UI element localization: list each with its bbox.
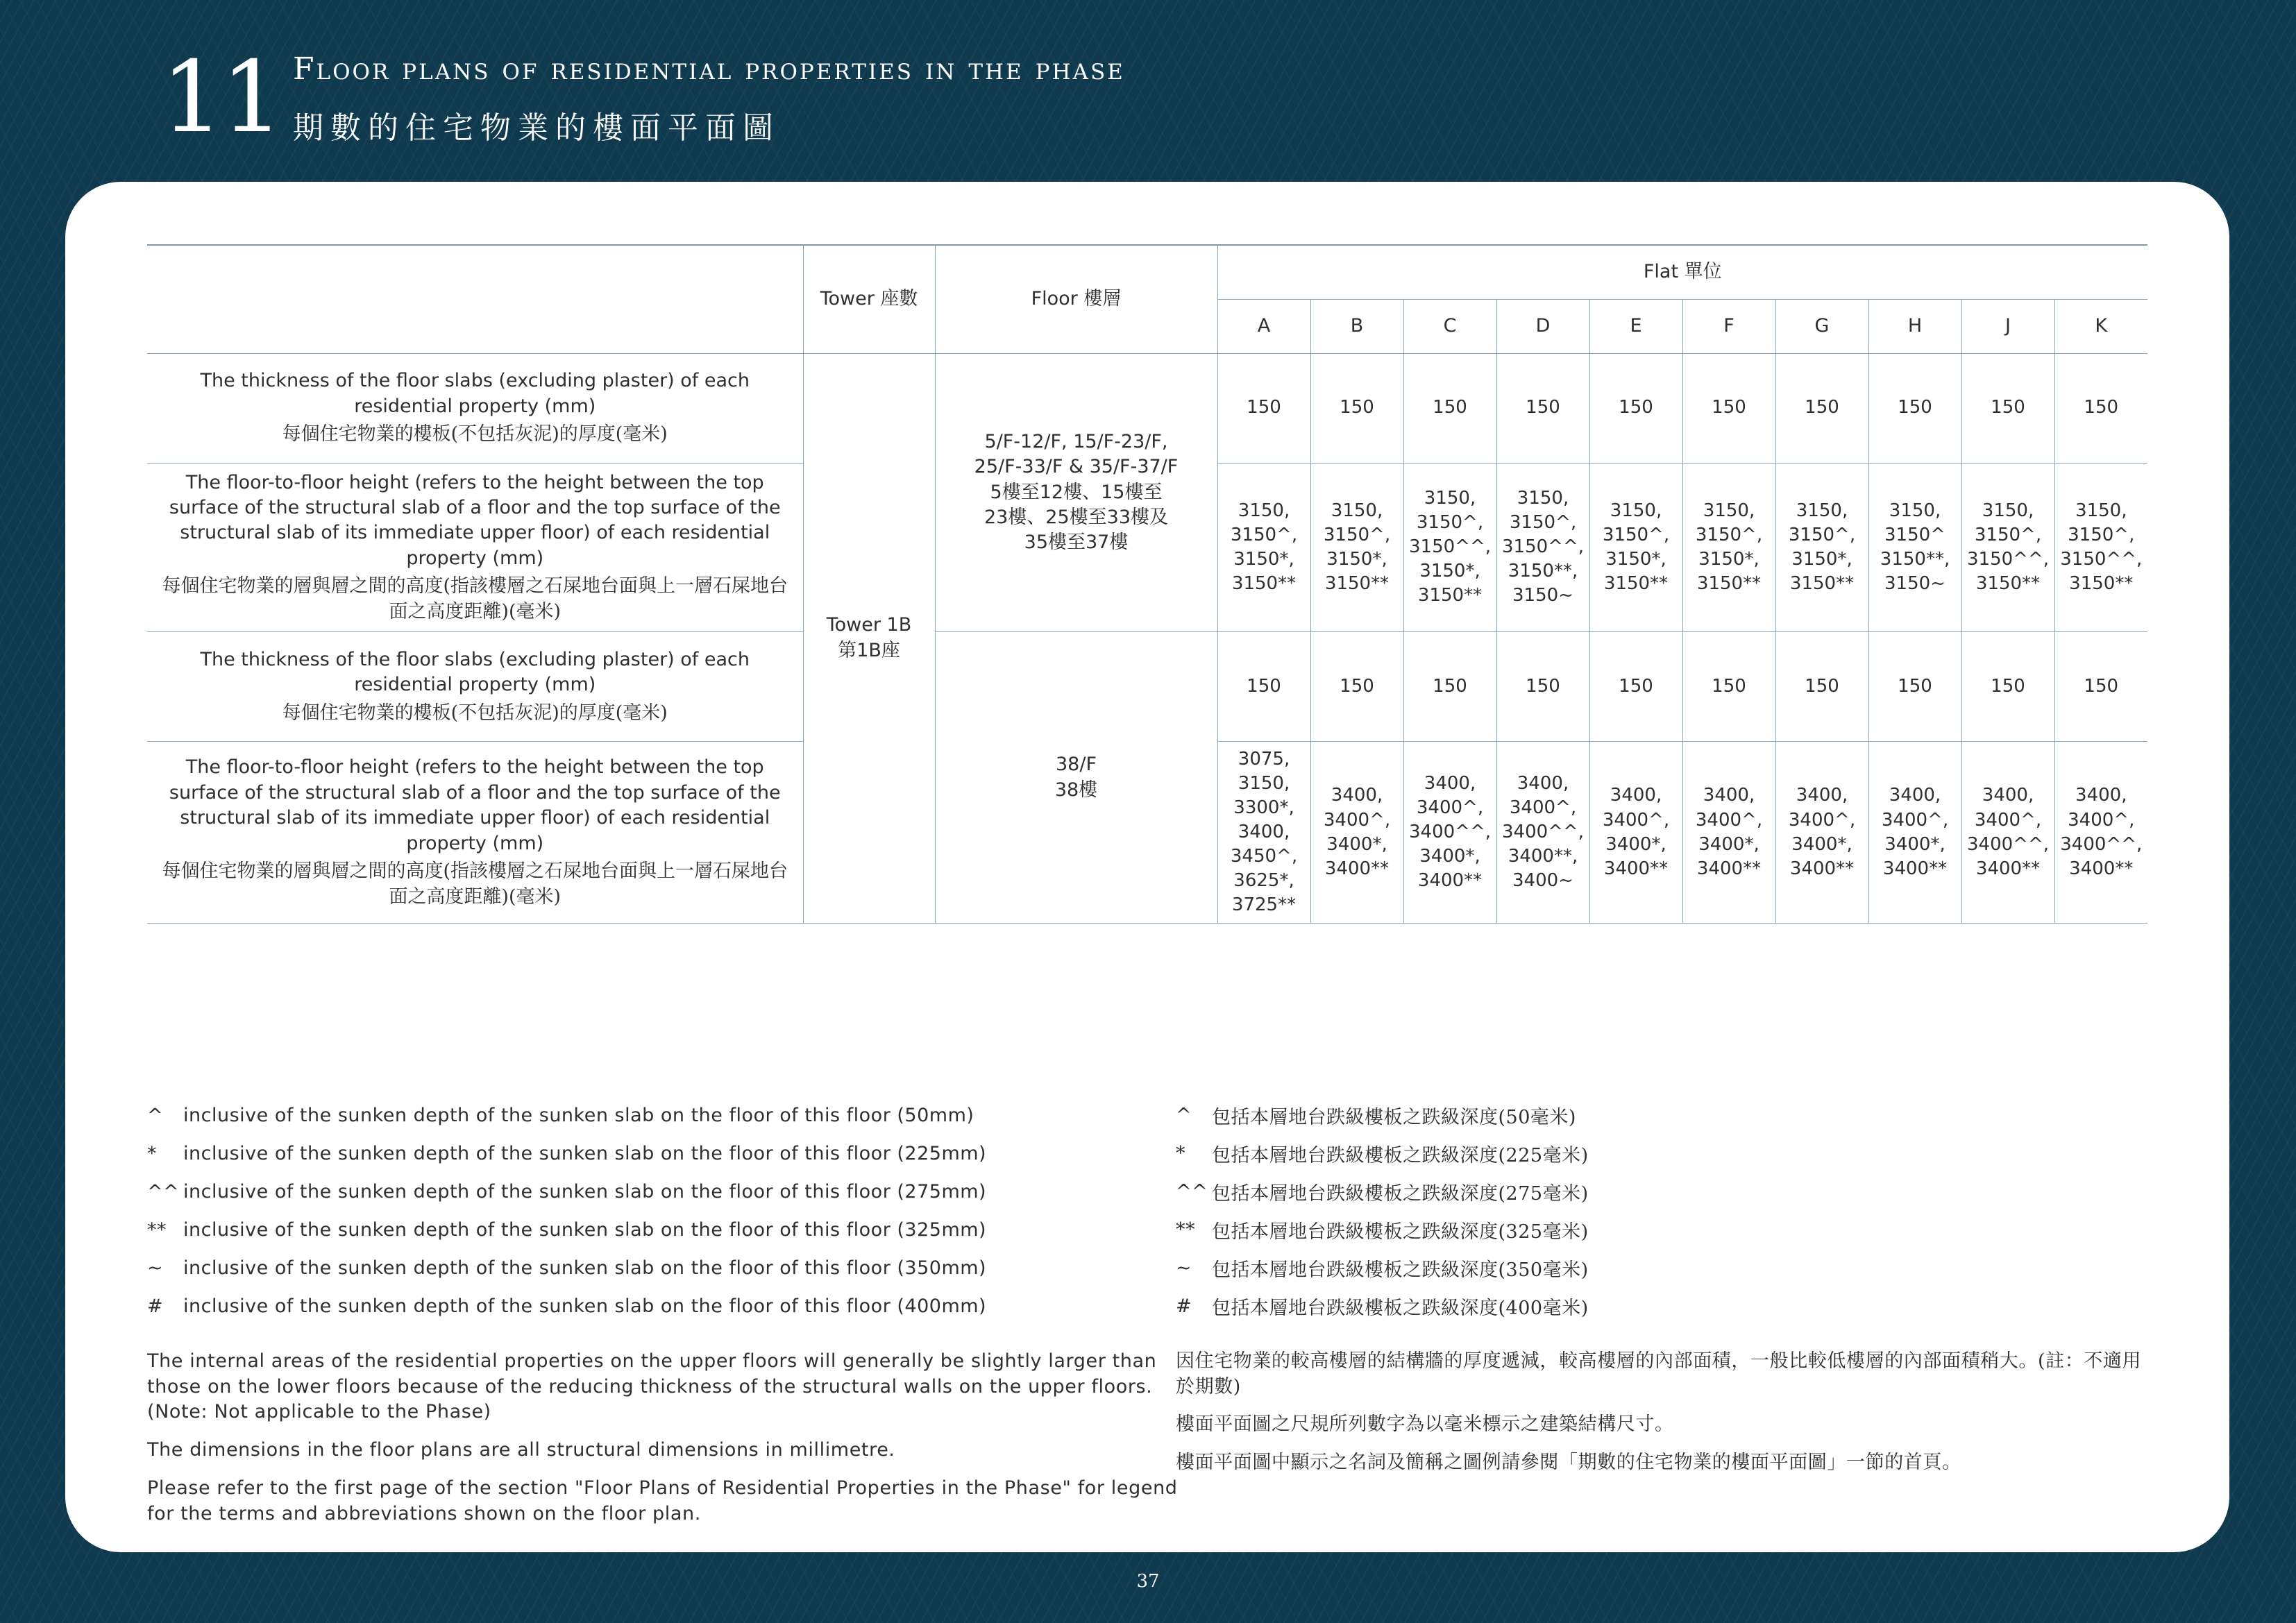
section-number: 11 [161,40,281,155]
footnote [147,1173,1195,1211]
footnote-symbol: ^^ [147,1181,180,1203]
footnote-symbol: ^ [147,1105,164,1126]
footnote [147,1287,1195,1325]
row-description-en: The thickness of the floor slabs (excluding plaster) of each residential property (mm) [200,648,750,696]
row-description-zh: 每個住宅物業的層與層之間的高度(指該樓層之石屎地台面與上一層石屎地台面之高度距離)(毫米) [162,575,788,622]
row-description-zh: 每個住宅物業的樓板(不包括灰泥)的厚度(毫米) [282,423,668,445]
footnote [147,1249,1195,1287]
value-cell: 150 [1310,353,1403,463]
flat-label: D [1496,299,1589,353]
floor-range-cell: 38/F 38樓 [935,632,1217,924]
value-cell: 150 [1310,632,1403,742]
flat-label: A [1217,299,1310,353]
footnote-text: inclusive of the sunken depth of the sunken slab on the floor of this floor (50mm) [183,1105,974,1126]
value-cell: 3400, 3400^, 3400^^, 3400** [1961,742,2054,924]
value-cell: 150 [1217,632,1310,742]
value-cell: 3400, 3400^, 3400*, 3400** [1775,742,1868,924]
tower-header: Tower 座數 [803,245,935,353]
value-cell: 150 [2054,632,2147,742]
row-description [147,632,803,742]
footnote [1176,1211,2147,1249]
footnote-symbol: * [1176,1143,1185,1164]
note-paragraph: The internal areas of the residential properties on the upper floors will generally be slightly larger than those on the lower floors because of the reducing thickness of the structural walls on the upper floors. (Note: Not applicable to the Phase) [147,1350,1157,1423]
value-cell: 3150, 3150^, 3150^^, 3150** [1961,463,2054,632]
value-cell: 3150, 3150^, 3150^^, 3150**, 3150~ [1496,463,1589,632]
row-description-en: The thickness of the floor slabs (excluding plaster) of each residential property (mm) [200,370,750,417]
value-cell: 150 [1775,632,1868,742]
flat-label: H [1868,299,1961,353]
row-description [147,353,803,463]
flat-label: F [1682,299,1775,353]
value-cell: 3400, 3400^, 3400^^, 3400*, 3400** [1403,742,1496,924]
value-cell: 150 [1682,353,1775,463]
value-cell: 150 [1403,353,1496,463]
flat-header: Flat 單位 [1217,245,2147,299]
footnote-text: inclusive of the sunken depth of the sunken slab on the floor of this floor (225mm) [183,1143,987,1164]
footnote-symbol: * [147,1143,157,1164]
notes-english [147,1096,1195,1527]
value-cell: 150 [1496,632,1589,742]
footnote-text: 包括本層地台跌級樓板之跌級深度(275毫米) [1212,1183,1589,1205]
footnote-text: 包括本層地台跌級樓板之跌級深度(225毫米) [1212,1145,1589,1166]
value-cell: 150 [2054,353,2147,463]
section-title-en: Floor plans of residential properties in the phase [293,51,1125,87]
footnote-symbol: ** [147,1219,167,1241]
row-description-en: The floor-to-floor height (refers to the height between the top surface of the structural slab of a floor and the top surface of the structural slab of its immediate upper floor) of each residential property (mm) [169,471,781,569]
value-cell: 3150, 3150^, 3150^^, 3150** [2054,463,2147,632]
flat-label: C [1403,299,1496,353]
floor-header: Floor 樓層 [935,245,1217,353]
value-cell: 3150, 3150^, 3150*, 3150** [1589,463,1682,632]
value-cell: 150 [1589,353,1682,463]
floor-spec-table [147,244,2147,924]
row-description-zh: 每個住宅物業的層與層之間的高度(指該樓層之石屎地台面與上一層石屎地台面之高度距離)(毫米) [162,860,788,908]
value-cell: 150 [1403,632,1496,742]
footnote-text: 包括本層地台跌級樓板之跌級深度(400毫米) [1212,1298,1589,1319]
note-paragraph: The dimensions in the floor plans are all structural dimensions in millimetre. [147,1439,895,1461]
footnote-symbol: ~ [147,1257,164,1279]
footnote [147,1096,1195,1135]
value-cell: 150 [1589,632,1682,742]
footnote-symbol: ~ [1176,1257,1192,1279]
flat-label: B [1310,299,1403,353]
row-description [147,742,803,924]
footnote-symbol: # [147,1295,164,1317]
value-cell: 3150, 3150^, 3150*, 3150** [1682,463,1775,632]
value-cell: 3150, 3150^, 3150^^, 3150*, 3150** [1403,463,1496,632]
footnote-text: 包括本層地台跌級樓板之跌級深度(350毫米) [1212,1259,1589,1281]
row-description-zh: 每個住宅物業的樓板(不包括灰泥)的厚度(毫米) [282,702,668,724]
table-row [147,353,2147,463]
section-title-zh: 期數的住宅物業的樓面平面圖 [293,110,780,146]
footnote-symbol: ^ [1176,1105,1192,1126]
value-cell: 3400, 3400^, 3400^^, 3400** [2054,742,2147,924]
content-card [65,182,2229,1552]
footnote-text: inclusive of the sunken depth of the sunken slab on the floor of this floor (325mm) [183,1219,987,1241]
note-paragraph: 因住宅物業的較高樓層的結構牆的厚度遞減，較高樓層的內部面積，一般比較低樓層的內部面積稍大。(註：不適用於期數) [1176,1350,2142,1397]
footnote [1176,1287,2147,1325]
footnote [147,1135,1195,1173]
value-cell: 150 [1868,632,1961,742]
table-corner [147,245,803,353]
footnote [1176,1096,2147,1135]
note-paragraph: 樓面平面圖之尺規所列數字為以毫米標示之建築結構尺寸。 [1176,1413,1674,1436]
value-cell: 3400, 3400^, 3400^^, 3400**, 3400~ [1496,742,1589,924]
footnote-text: inclusive of the sunken depth of the sunken slab on the floor of this floor (275mm) [183,1181,987,1203]
value-cell: 3150, 3150^, 3150*, 3150** [1217,463,1310,632]
page-number: 37 [1136,1571,1160,1592]
flat-label: J [1961,299,2054,353]
value-cell: 150 [1217,353,1310,463]
tower-cell: Tower 1B 第1B座 [803,353,935,924]
notes-chinese [1176,1096,2147,1476]
note-paragraph: 樓面平面圖中顯示之名詞及簡稱之圖例請參閱「期數的住宅物業的樓面平面圖」一節的首頁。 [1176,1452,1961,1474]
flat-label: K [2054,299,2147,353]
row-description-en: The floor-to-floor height (refers to the height between the top surface of the structural slab of a floor and the top surface of the structural slab of its immediate upper floor) of each residential property (mm) [169,756,781,854]
value-cell: 3150, 3150^ 3150**, 3150~ [1868,463,1961,632]
floor-range-cell: 5/F-12/F, 15/F-23/F, 25/F-33/F & 35/F-37/F 5樓至12樓、15樓至 23樓、25樓至33樓及 35樓至37樓 [935,353,1217,632]
footnote-symbol: ^^ [1176,1181,1208,1203]
footnote [1176,1173,2147,1211]
footnote-symbol: # [1176,1295,1192,1317]
value-cell: 150 [1775,353,1868,463]
value-cell: 150 [1682,632,1775,742]
value-cell: 3400, 3400^, 3400*, 3400** [1310,742,1403,924]
footnote-symbol: ** [1176,1219,1195,1241]
footnote-text: inclusive of the sunken depth of the sunken slab on the floor of this floor (400mm) [183,1295,987,1317]
flat-label: G [1775,299,1868,353]
footnote-text: 包括本層地台跌級樓板之跌級深度(325毫米) [1212,1221,1589,1243]
footnote-text: 包括本層地台跌級樓板之跌級深度(50毫米) [1212,1107,1576,1128]
flat-label: E [1589,299,1682,353]
value-cell: 3150, 3150^, 3150*, 3150** [1775,463,1868,632]
value-cell: 3400, 3400^, 3400*, 3400** [1682,742,1775,924]
table-row [147,632,2147,742]
value-cell: 3150, 3150^, 3150*, 3150** [1310,463,1403,632]
value-cell: 3400, 3400^, 3400*, 3400** [1589,742,1682,924]
value-cell: 3400, 3400^, 3400*, 3400** [1868,742,1961,924]
value-cell: 150 [1868,353,1961,463]
value-cell: 150 [1961,353,2054,463]
footnote [147,1211,1195,1249]
footnote [1176,1249,2147,1287]
note-paragraph: Please refer to the first page of the section "Floor Plans of Residential Properties in the Phase" for legend for the terms and abbreviations shown on the floor plan. [147,1477,1178,1524]
value-cell: 150 [1961,632,2054,742]
row-description [147,463,803,632]
footnote [1176,1135,2147,1173]
value-cell: 3075, 3150, 3300*, 3400, 3450^, 3625*, 3725** [1217,742,1310,924]
value-cell: 150 [1496,353,1589,463]
footnote-text: inclusive of the sunken depth of the sunken slab on the floor of this floor (350mm) [183,1257,987,1279]
